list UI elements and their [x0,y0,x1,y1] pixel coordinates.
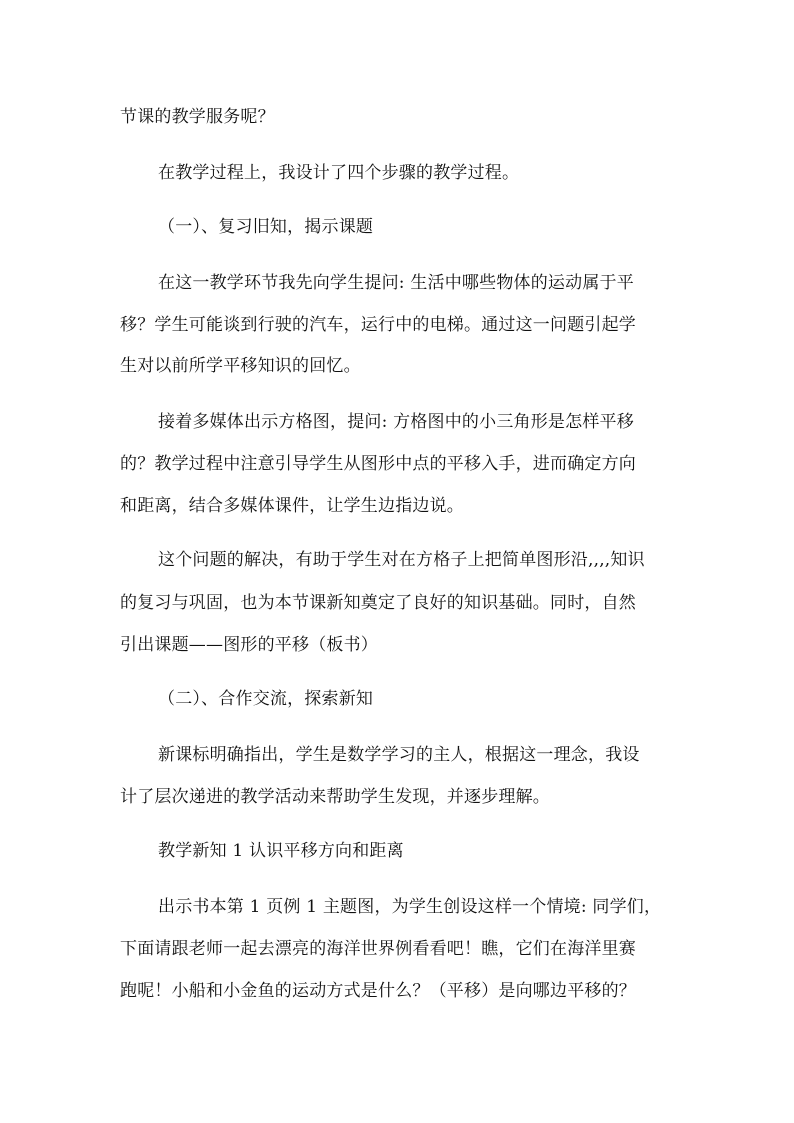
text-line: 和距离，结合多媒体课件，让学生边指边说。 [120,496,464,516]
text-line: 节课的教学服务呢？ [120,107,275,127]
text-line: 下面请跟老师一起去漂亮的海洋世界例看看吧！瞧，它们在海洋里赛 [120,939,636,959]
paragraph-line: 这个问题的解决，有助于学生对在方格子上把简单图形沿,,,,知识 [158,550,645,570]
paragraph-line: 接着多媒体出示方格图，提问: 方格图中的小三角形是怎样平移 [158,412,634,432]
text-line: 移？学生可能谈到行驶的汽车，运行中的电梯。通过这一问题引起学 [120,315,636,335]
paragraph-line: 新课标明确指出，学生是数学学习的主人，根据这一理念，我设 [158,745,640,765]
paragraph-line: 在这一教学环节我先向学生提问: 生活中哪些物体的运动属于平 [158,273,634,293]
section-heading: （二）、合作交流，探索新知 [158,689,374,709]
text-line: 的？教学过程中注意引导学生从图形中点的平移入手，进而确定方向 [120,454,636,474]
text-line: 引出课题——图形的平移（板书） [120,635,378,655]
text-line: 生对以前所学平移知识的回忆。 [120,356,361,376]
text-line: 跑呢！小船和小金鱼的运动方式是什么？（平移）是向哪边平移的？ [120,981,636,1001]
text-line: 计了层次递进的教学活动来帮助学生发现，并逐步理解。 [120,787,550,807]
paragraph-line: 在教学过程上，我设计了四个步骤的教学过程。 [158,163,520,183]
subheading-line: 教学新知 1 认识平移方向和距离 [158,841,404,861]
paragraph-line: 出示书本第 1 页例 1 主题图，为学生创设这样一个情境: 同学们， [158,897,662,917]
text-line: 的复习与巩固，也为本节课新知奠定了良好的知识基础。同时，自然 [120,593,636,613]
section-heading: （一）、复习旧知，揭示课题 [158,217,374,237]
